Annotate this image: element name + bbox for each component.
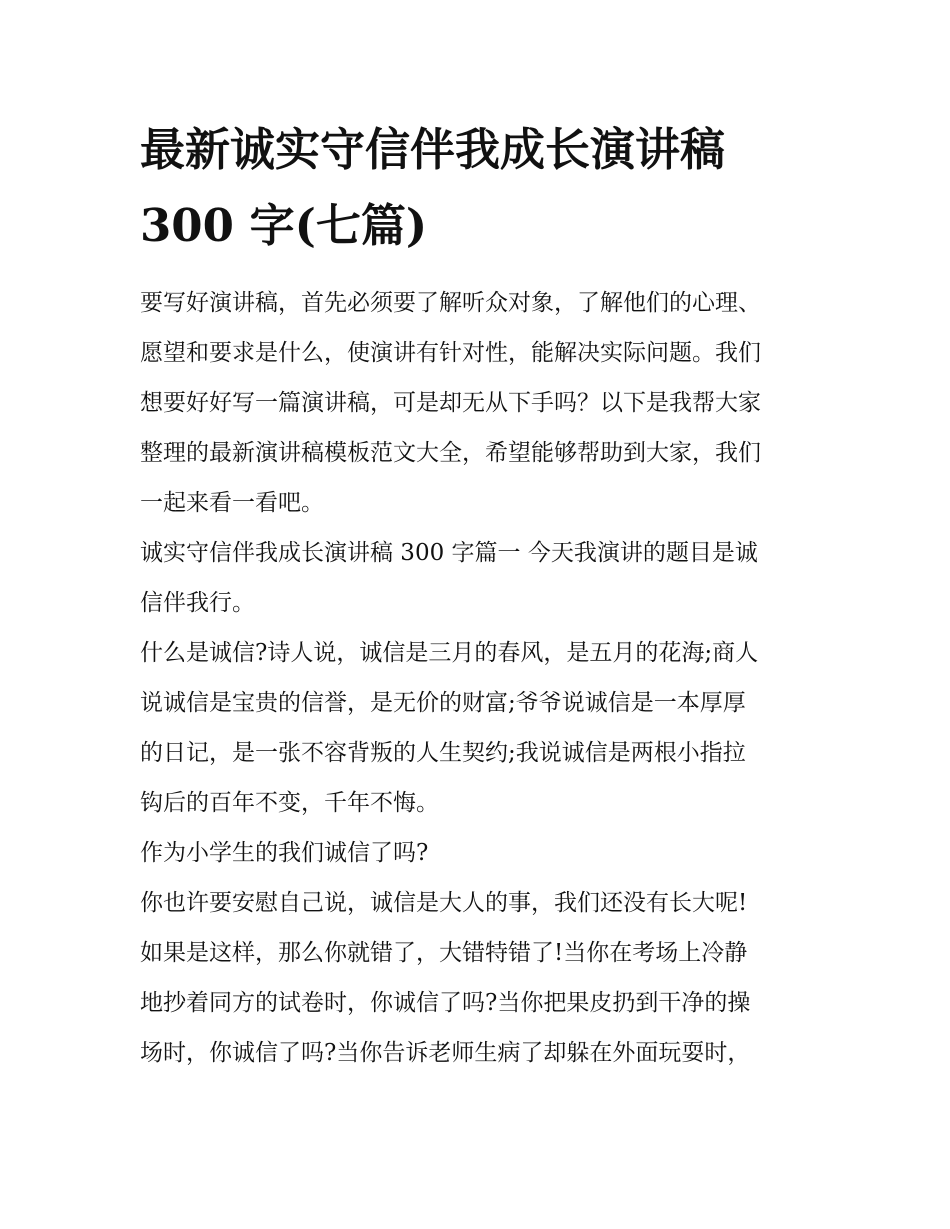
text-line: 作为小学生的我们诚信了吗? [140, 840, 429, 866]
section-heading-paragraph [140, 528, 820, 628]
body-paragraph [140, 628, 820, 828]
title-line: 最新诚实守信伴我成长演讲稿 [140, 123, 726, 176]
text-line: 一起来看一看吧。 [140, 490, 324, 516]
text-line: 钩后的百年不变，千年不悔。 [140, 790, 439, 816]
title-line: 300 字(七篇) [140, 199, 428, 252]
text-line: 说诚信是宝贵的信誉，是无价的财富;爷爷说诚信是一本厚厚 [140, 690, 746, 716]
document-title [140, 112, 840, 264]
text-line: 想要好好写一篇演讲稿，可是却无从下手吗？以下是我帮大家 [140, 390, 761, 416]
body-paragraph [140, 828, 820, 878]
body-paragraph [140, 878, 820, 1078]
text-line: 如果是这样，那么你就错了，大错特错了!当你在考场上冷静 [140, 940, 748, 966]
text-line: 愿望和要求是什么，使演讲有针对性，能解决实际问题。我们 [140, 340, 761, 366]
text-line: 的日记，是一张不容背叛的人生契约;我说诚信是两根小指拉 [140, 740, 746, 766]
text-line: 什么是诚信?诗人说，诚信是三月的春风，是五月的花海;商人 [140, 640, 759, 666]
document-body [140, 278, 820, 1078]
text-line: 要写好演讲稿，首先必须要了解听众对象，了解他们的心理、 [140, 290, 761, 316]
text-line: 信伴我行。 [140, 590, 255, 616]
text-line: 场时，你诚信了吗?当你告诉老师生病了却躲在外面玩耍时， [140, 1040, 751, 1066]
intro-paragraph [140, 278, 820, 528]
text-line: 诚实守信伴我成长演讲稿 300 字篇一 今天我演讲的题目是诚 [140, 540, 758, 566]
text-line: 地抄着同方的试卷时，你诚信了吗?当你把果皮扔到干净的操 [140, 990, 751, 1016]
text-line: 你也许要安慰自己说，诚信是大人的事，我们还没有长大呢! [140, 890, 748, 916]
text-line: 整理的最新演讲稿模板范文大全，希望能够帮助到大家，我们 [140, 440, 761, 466]
